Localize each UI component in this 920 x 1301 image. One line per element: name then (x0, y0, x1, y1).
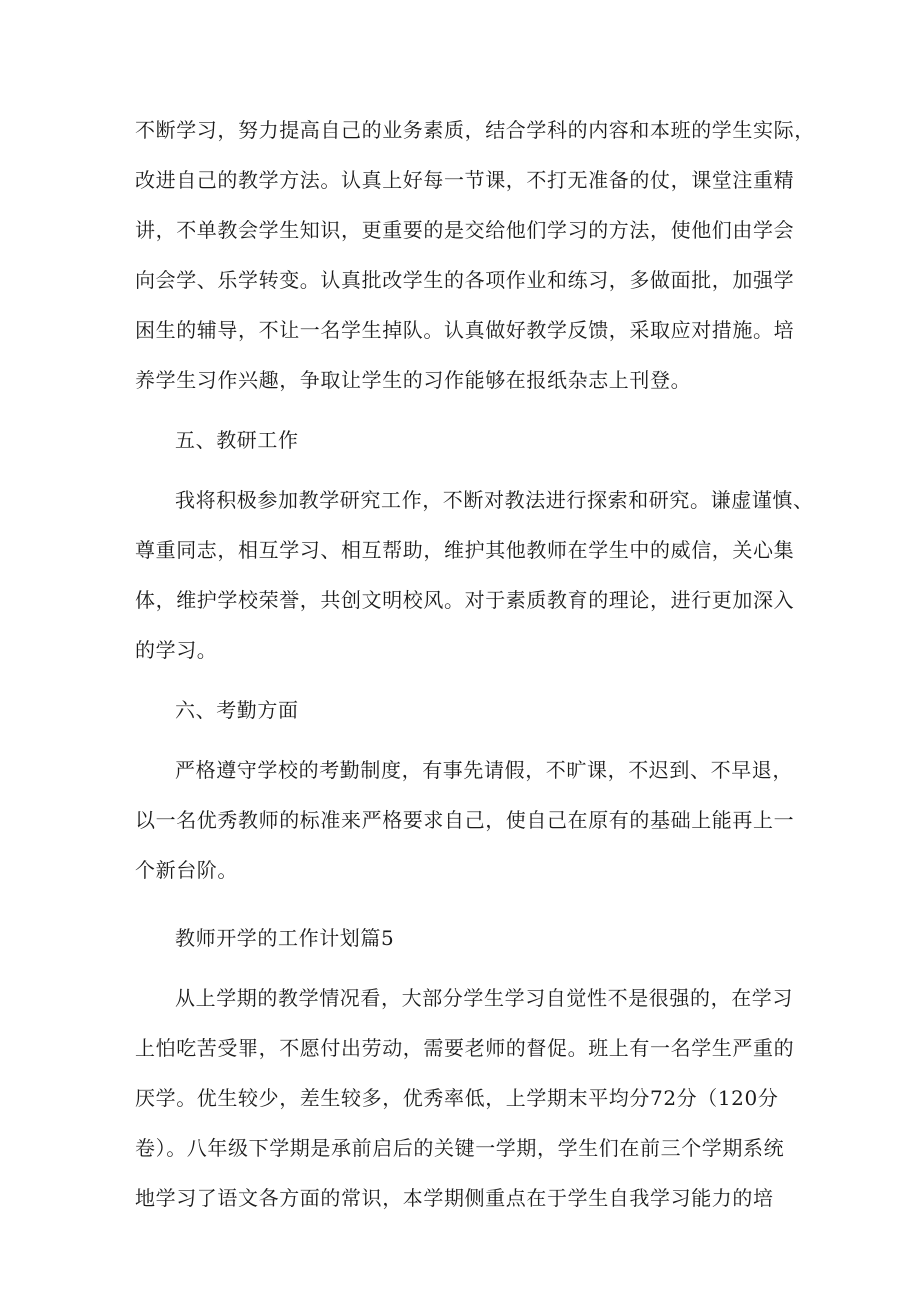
paragraph-4-line-5: 地学习了语文各方面的常识，本学期侧重点在于学生自我学习能力的培 (135, 1186, 774, 1210)
paragraph-1-line-5: 困生的辅导，不让一名学生掉队。认真做好教学反馈，采取应对措施。培 (135, 318, 795, 342)
paragraph-1-line-2: 改进自己的教学方法。认真上好每一节课，不打无准备的仗，课堂注重精 (135, 168, 795, 192)
paragraph-4-line-3: 厌学。优生较少，差生较多，优秀率低，上学期末平均分72分（120分 (135, 1086, 779, 1110)
paragraph-2-line-2: 尊重同志，相互学习、相互帮助，维护其他教师在学生中的威信，关心集 (135, 538, 795, 562)
paragraph-2-line-4: 的学习。 (135, 638, 218, 662)
paragraph-4-line-1: 从上学期的教学情况看，大部分学生学习自觉性不是很强的，在学习 (175, 986, 793, 1010)
paragraph-3-line-1: 严格遵守学校的考勤制度，有事先请假，不旷课，不迟到、不早退， (175, 758, 793, 782)
paragraph-1-line-4: 向会学、乐学转变。认真批改学生的各项作业和练习，多做面批，加强学 (135, 268, 795, 292)
section-heading-research: 五、教研工作 (175, 428, 299, 452)
paragraph-1-line-3: 讲，不单教会学生知识，更重要的是交给他们学习的方法，使他们由学会 (135, 218, 795, 242)
paragraph-3-line-3: 个新台阶。 (135, 858, 238, 882)
paragraph-1-line-6: 养学生习作兴趣，争取让学生的习作能够在报纸杂志上刊登。 (135, 368, 692, 392)
paragraph-4-line-4: 卷）。八年级下学期是承前启后的关键一学期，学生们在前三个学期系统 (135, 1136, 785, 1160)
paragraph-2-line-1: 我将积极参加教学研究工作，不断对教法进行探索和研究。谦虚谨慎、 (175, 488, 814, 512)
section-heading-attendance: 六、考勤方面 (175, 698, 299, 722)
paragraph-4-line-2: 上怕吃苦受罪，不愿付出劳动，需要老师的督促。班上有一名学生严重的 (135, 1036, 795, 1060)
paragraph-1-line-1: 不断学习，努力提高自己的业务素质，结合学科的内容和本班的学生实际， (135, 118, 815, 142)
paragraph-3-line-2: 以一名优秀教师的标准来严格要求自己，使自己在原有的基础上能再上一 (135, 808, 795, 832)
section-title-plan-5: 教师开学的工作计划篇5 (175, 926, 395, 950)
paragraph-2-line-3: 体，维护学校荣誉，共创文明校风。对于素质教育的理论，进行更加深入 (135, 588, 795, 612)
